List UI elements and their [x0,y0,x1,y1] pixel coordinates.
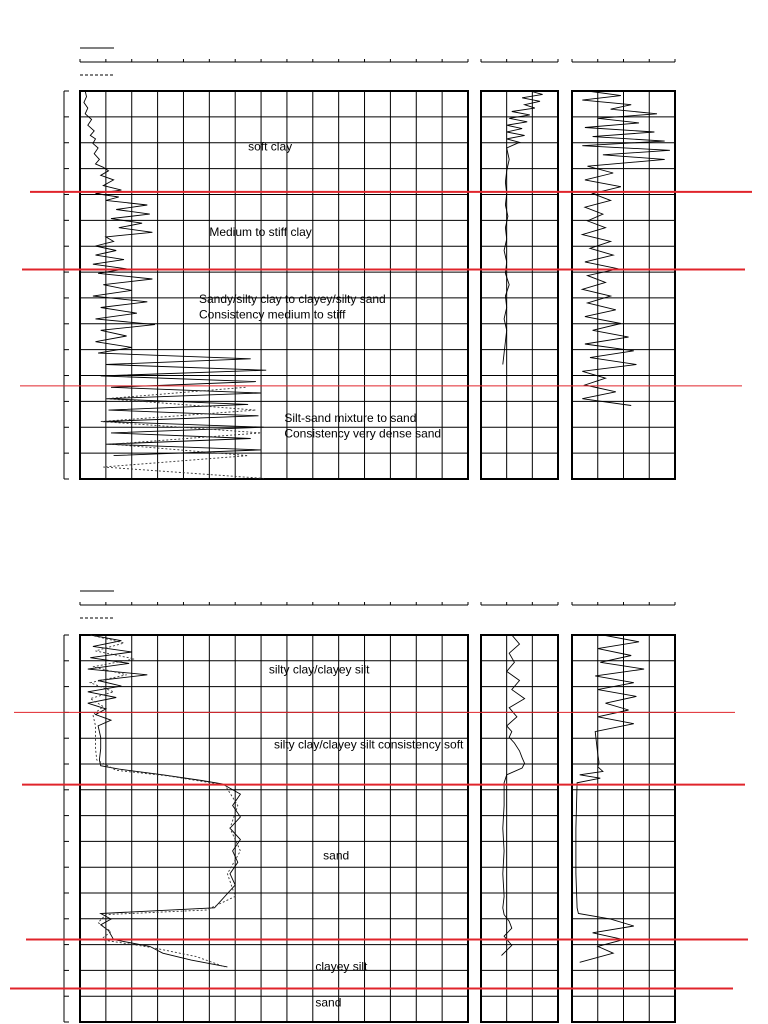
soil-layer-label: sand [323,848,350,863]
chart-block-2 [10,591,748,1022]
soil-layer-label: silty clay/clayey silt [268,662,370,677]
soil-layer-label: sand [315,995,342,1010]
data-series-1-2 [90,635,240,967]
soil-layer-label: clayey silt [315,959,368,974]
panel-frame [80,635,468,1022]
soil-layer-label: silty clay/clayey silt consistency soft [274,737,464,752]
panel-frame [481,91,558,479]
soil-layer-label: Consistency medium to stiff [198,307,346,322]
chart-block-1 [20,48,752,479]
soil-layer-label: Silt-sand mixture to sand [284,411,417,426]
data-series-3-1 [582,91,670,406]
data-series-1-1 [88,635,241,967]
data-series-3-1 [576,635,644,962]
panel-frame [481,635,558,1022]
soil-layer-label: Medium to stiff clay [209,224,312,239]
soil-layer-label: Sandy/silty clay to clayey/silty sand [198,292,386,307]
data-series-2-1 [502,635,525,956]
soil-layer-label: Consistency very dense sand [284,426,442,441]
soil-layer-label: soft clay [248,139,293,154]
